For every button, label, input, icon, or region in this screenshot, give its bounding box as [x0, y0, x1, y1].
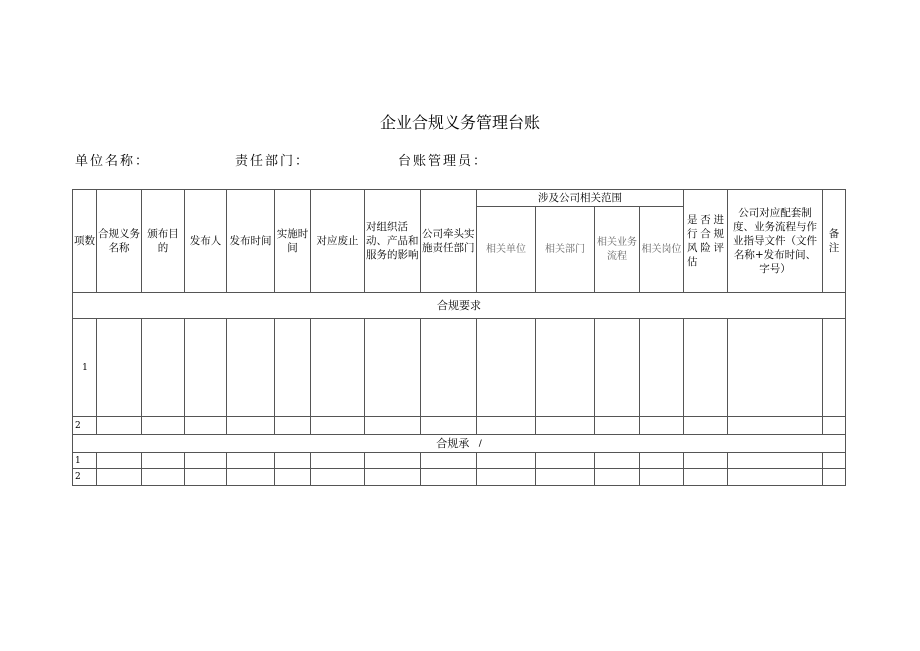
table-row [73, 319, 846, 417]
header-scope-dept: 相关部门 [536, 207, 595, 293]
row-number: 2 [73, 417, 97, 435]
header-scope-process: 相关业务流程 [595, 207, 640, 293]
section-header [73, 435, 846, 453]
header-issue-time: 发布时间 [227, 190, 275, 293]
header-risk-assessed: 是否进行合规风险评估 [684, 190, 728, 293]
header-scope-unit: 相关单位 [477, 207, 536, 293]
header-item-no: 项数 [73, 190, 97, 293]
header-lead-dept: 公司牵头实施责任部门 [421, 190, 477, 293]
header-effective-time: 实施时间 [275, 190, 311, 293]
row-number: 2 [73, 469, 97, 486]
row-number: 1 [73, 453, 97, 469]
table-row [73, 469, 846, 486]
responsible-dept-label: 责任部门： [235, 154, 311, 169]
header-supporting-docs: 公司对应配套制度、业务流程与作业指导文件（文件名称+发布时间、字号） [728, 190, 823, 293]
header-issuer: 发布人 [185, 190, 227, 293]
row-number: 1 [73, 319, 97, 417]
header-scope-post: 相关岗位 [640, 207, 684, 293]
header-remarks: 备注 [823, 190, 846, 293]
header-impact: 对组织活动、产品和服务的影响 [365, 190, 421, 293]
document-title: 企业合规义务管理台账 [379, 113, 540, 132]
section-header: 合规要求 [73, 293, 846, 319]
compliance-ledger-table [72, 189, 846, 486]
section-label: 合规承 [436, 436, 470, 450]
header-scope-group: 涉及公司相关范围 [477, 190, 684, 207]
header-repeal: 对应废止 [311, 190, 365, 293]
unit-name-label: 单位名称： [75, 154, 151, 169]
header-issuing-purpose: 颁布目的 [142, 190, 185, 293]
header-obligation-name: 合规义务名称 [97, 190, 142, 293]
table-row [73, 453, 846, 469]
table-row [73, 417, 846, 435]
stray-mark: / [478, 438, 482, 449]
ledger-manager-label: 台账管理员： [398, 154, 489, 169]
